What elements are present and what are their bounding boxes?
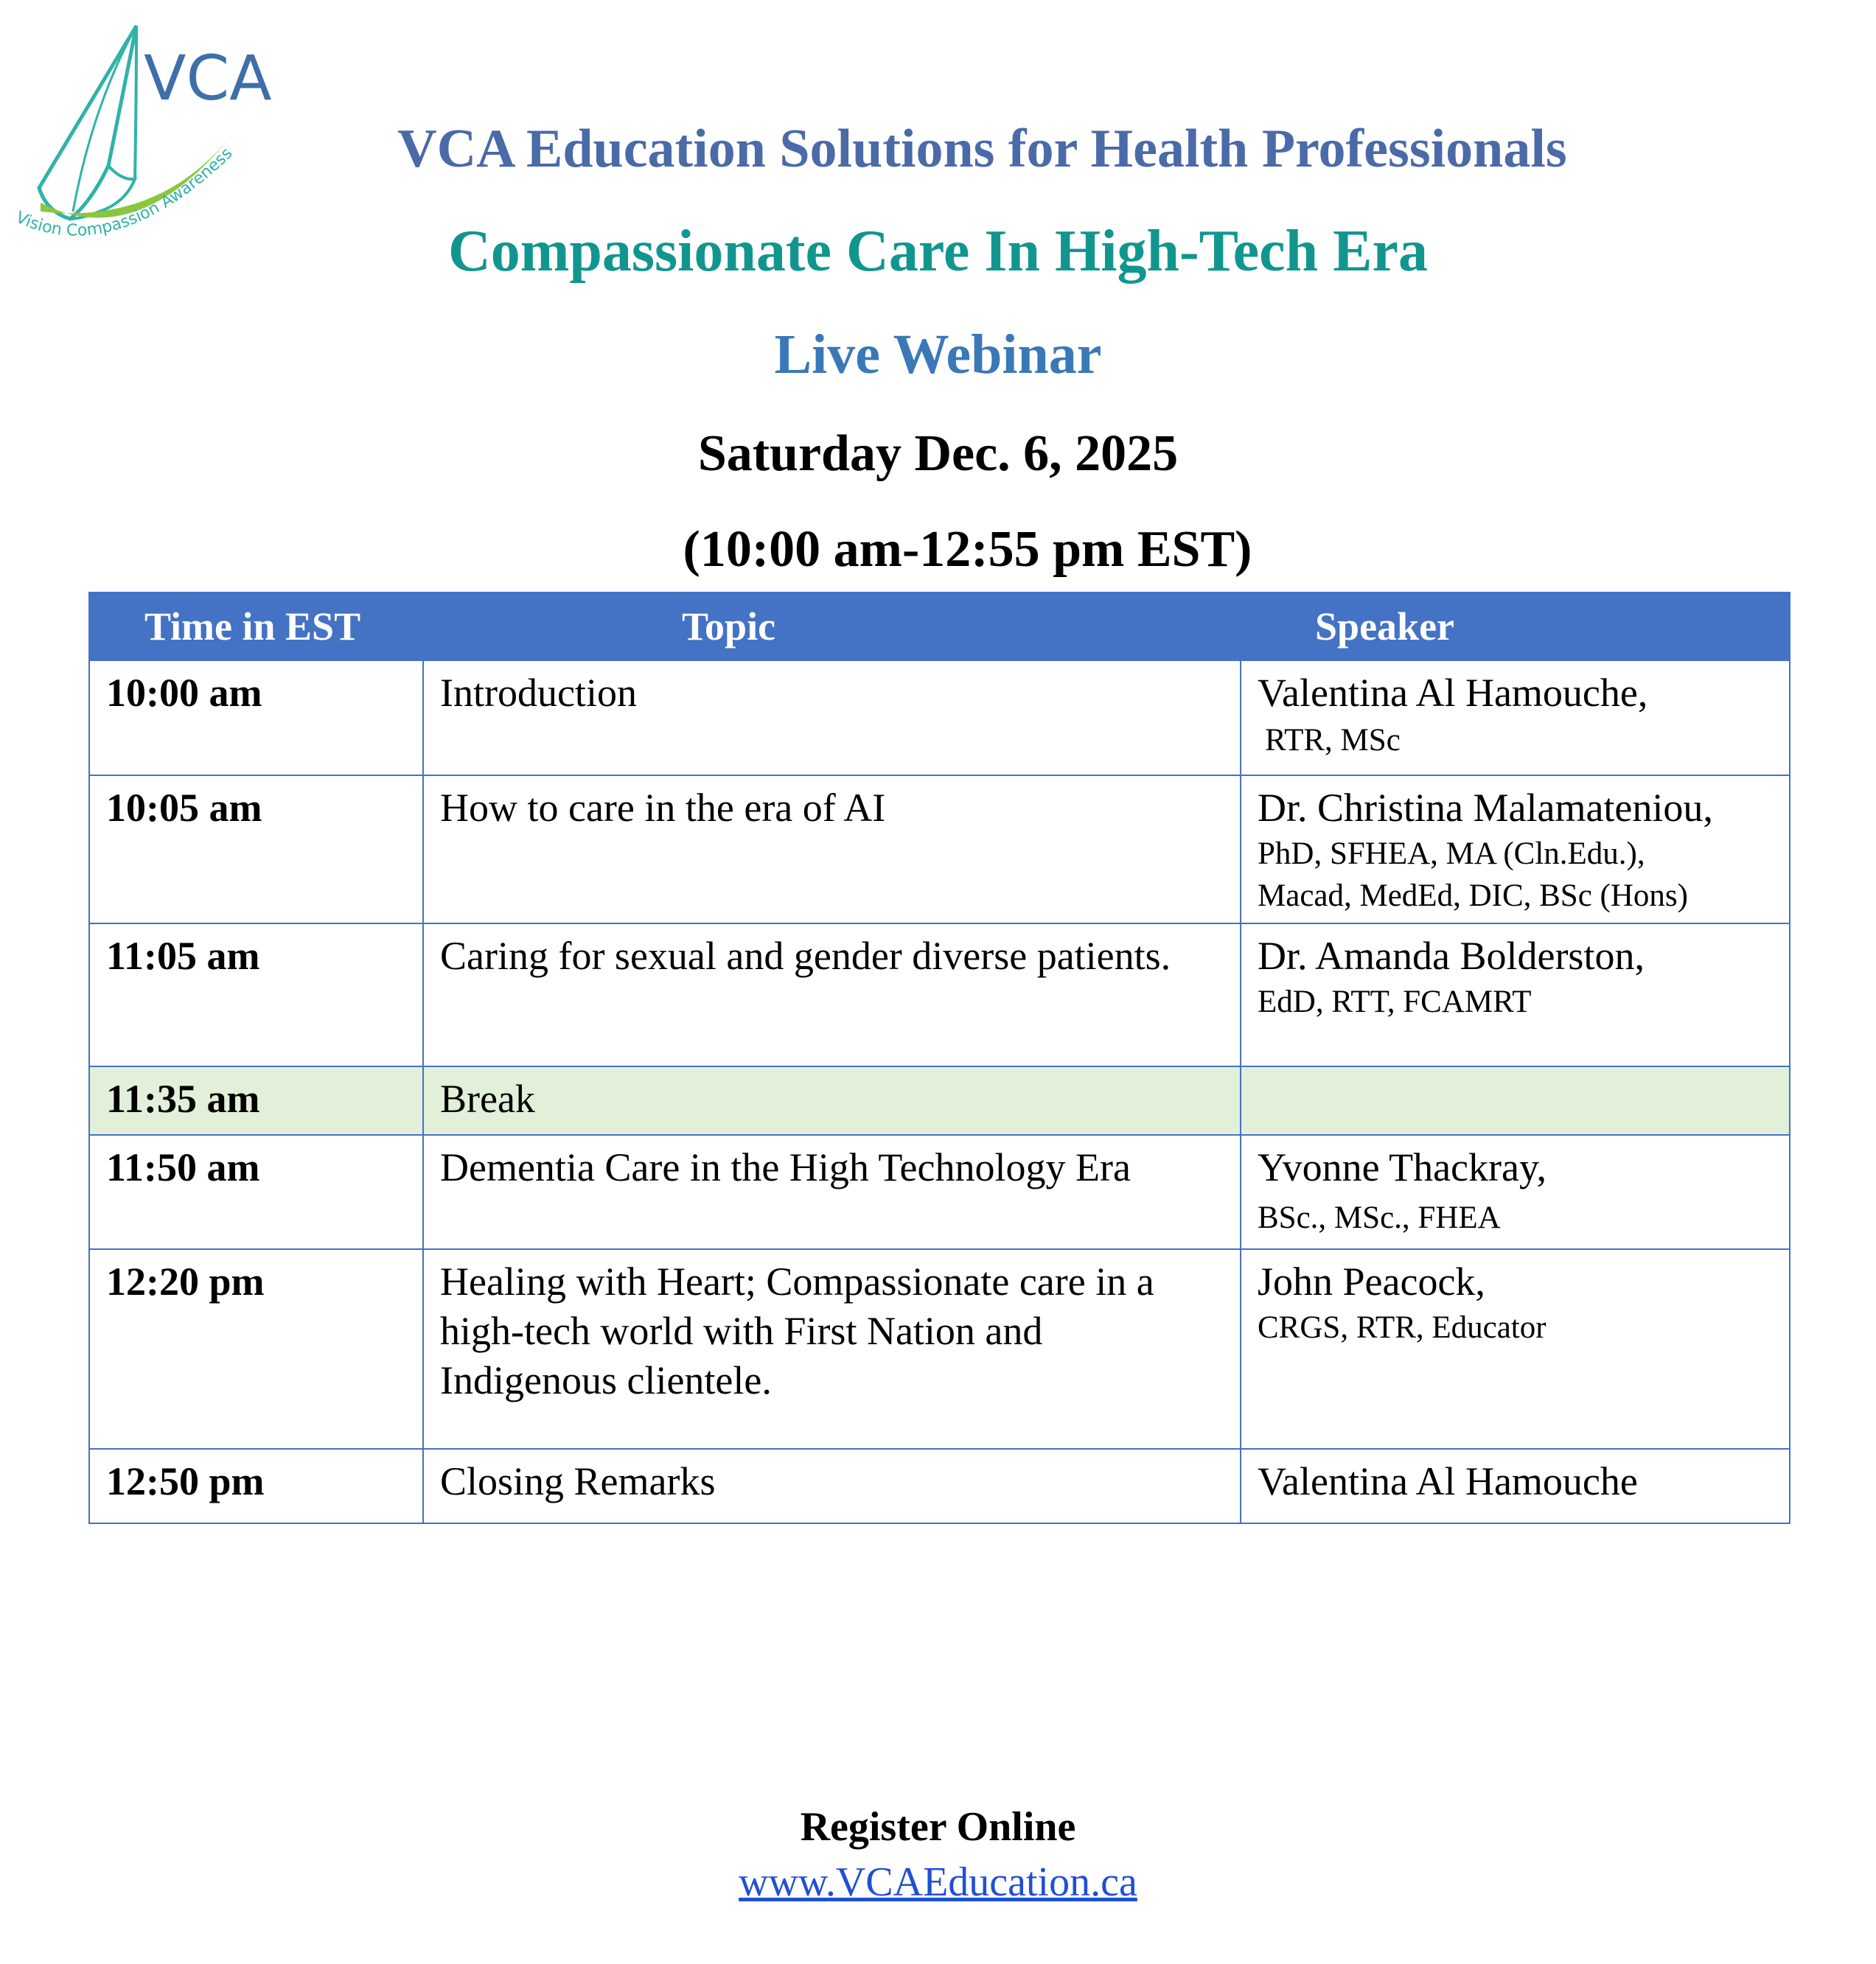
row-time: 11:05 am bbox=[89, 923, 423, 1066]
table-header-row bbox=[89, 593, 1790, 660]
row-topic: Healing with Heart; Compassionate care in a high-tech world with First Nation and Indigenous clientele. bbox=[423, 1249, 1241, 1449]
speaker-name: Dr. Amanda Bolderston, bbox=[1258, 934, 1645, 978]
row-topic: Break bbox=[423, 1066, 1241, 1135]
speaker-credentials: CRGS, RTR, Educator bbox=[1258, 1310, 1547, 1345]
table-row bbox=[89, 775, 1790, 923]
speaker-name: Yvonne Thackray, bbox=[1258, 1145, 1547, 1189]
speaker-name: Valentina Al Hamouche, bbox=[1258, 671, 1648, 715]
speaker-name: John Peacock, bbox=[1258, 1259, 1485, 1304]
column-header-speaker: Speaker bbox=[1241, 593, 1790, 660]
row-time: 10:00 am bbox=[89, 660, 423, 775]
row-topic: Dementia Care in the High Technology Era bbox=[423, 1135, 1241, 1249]
logo-text: VCA bbox=[144, 42, 272, 114]
register-label: Register Online bbox=[800, 1804, 1076, 1850]
table-row bbox=[89, 1249, 1790, 1449]
event-format: Live Webinar bbox=[774, 324, 1102, 385]
speaker-credentials: RTR, MSc bbox=[1265, 723, 1401, 758]
column-header-time: Time in EST bbox=[89, 593, 423, 660]
table-row-break bbox=[89, 1066, 1790, 1135]
row-topic: Closing Remarks bbox=[423, 1449, 1241, 1523]
row-time: 11:35 am bbox=[89, 1066, 423, 1135]
row-time: 10:05 am bbox=[89, 775, 423, 923]
register-link[interactable]: www.VCAEducation.ca bbox=[739, 1859, 1137, 1905]
logo-tagline: Vision Compassion Awareness bbox=[13, 144, 237, 240]
organization-title: VCA Education Solutions for Health Professionals bbox=[397, 119, 1567, 179]
speaker-credentials: EdD, RTT, FCAMRT bbox=[1258, 985, 1532, 1019]
row-topic: Caring for sexual and gender diverse patients. bbox=[423, 923, 1241, 1066]
register-link-container bbox=[0, 1859, 1876, 1906]
event-date: Saturday Dec. 6, 2025 bbox=[697, 425, 1179, 482]
row-speaker bbox=[1241, 1249, 1790, 1449]
table-row bbox=[89, 660, 1790, 775]
row-topic: How to care in the era of AI bbox=[423, 775, 1241, 923]
table-row bbox=[89, 1135, 1790, 1249]
column-header-topic: Topic bbox=[423, 593, 1241, 660]
table-row bbox=[89, 923, 1790, 1066]
schedule-table bbox=[88, 592, 1790, 1524]
row-speaker bbox=[1241, 923, 1790, 1066]
row-speaker bbox=[1241, 1066, 1790, 1135]
row-time: 12:20 pm bbox=[89, 1249, 423, 1449]
table-row bbox=[89, 1449, 1790, 1523]
row-time: 11:50 am bbox=[89, 1135, 423, 1249]
speaker-credentials: PhD, SFHEA, MA (Cln.Edu.), bbox=[1258, 836, 1645, 871]
speaker-name: Valentina Al Hamouche bbox=[1258, 1459, 1638, 1503]
speaker-name: Dr. Christina Malamateniou, bbox=[1258, 786, 1713, 830]
row-topic: Introduction bbox=[423, 660, 1241, 775]
row-speaker bbox=[1241, 660, 1790, 775]
row-time: 12:50 pm bbox=[89, 1449, 423, 1523]
event-title: Compassionate Care In High-Tech Era bbox=[448, 219, 1428, 284]
row-speaker bbox=[1241, 1449, 1790, 1523]
speaker-credentials: Macad, MedEd, DIC, BSc (Hons) bbox=[1258, 878, 1688, 913]
speaker-credentials: BSc., MSc., FHEA bbox=[1258, 1201, 1501, 1235]
row-speaker bbox=[1241, 775, 1790, 923]
row-speaker bbox=[1241, 1135, 1790, 1249]
event-time-range: (10:00 am-12:55 pm EST) bbox=[683, 521, 1252, 578]
